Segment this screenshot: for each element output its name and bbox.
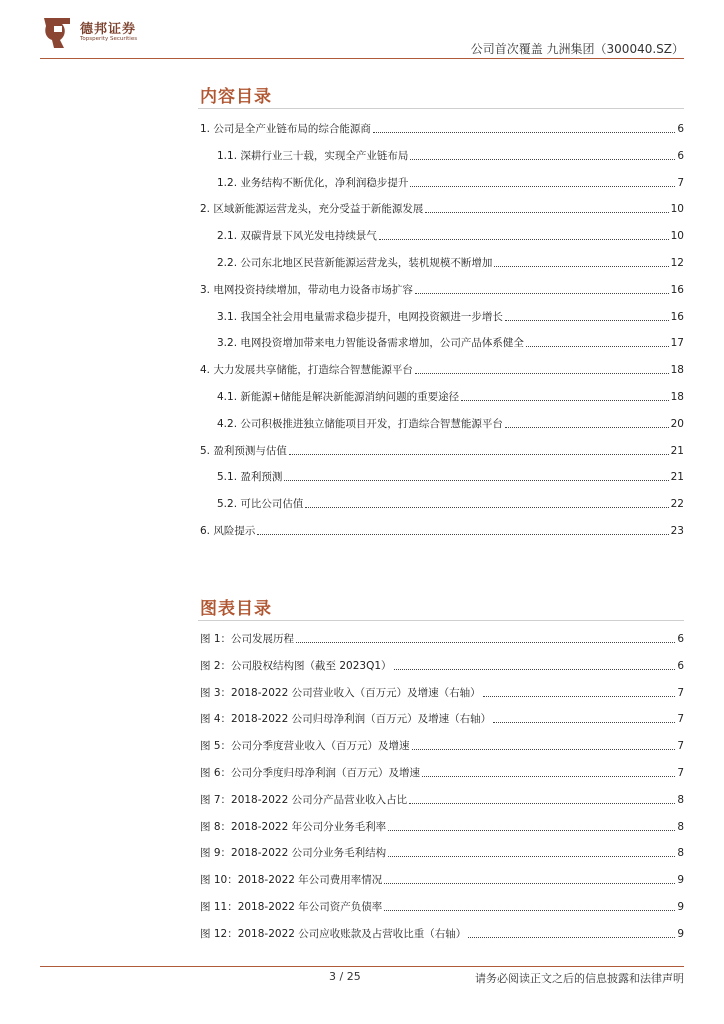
legal-disclaimer: 请务必阅读正文之后的信息披露和法律声明 <box>475 972 684 985</box>
figure-entry[interactable] <box>200 793 684 807</box>
report-info: 公司首次覆盖 九洲集团（300040.SZ） <box>470 42 684 56</box>
entry-page-number: 21 <box>670 471 684 484</box>
dot-leader <box>384 910 675 911</box>
toc-entry[interactable] <box>200 176 684 190</box>
figure-entry[interactable] <box>200 873 684 887</box>
figure-entry[interactable] <box>200 712 684 726</box>
entry-title: 6. 风险提示 <box>200 525 256 537</box>
dot-leader <box>461 400 668 401</box>
page-number: 3 / 25 <box>329 970 361 983</box>
dot-leader <box>505 427 669 428</box>
entry-title: 2.1. 双碳背景下风光发电持续景气 <box>217 230 377 243</box>
entry-title: 1.1. 深耕行业三十载，实现全产业链布局 <box>217 149 409 162</box>
entry-title: 2. 区域新能源运营龙头，充分受益于新能源发展 <box>200 203 424 216</box>
entry-page-number: 8 <box>677 820 684 833</box>
entry-page-number: 9 <box>677 927 684 940</box>
entry-title: 图 9：2018-2022 公司分业务毛利结构 <box>200 847 387 860</box>
entry-page-number: 20 <box>670 417 684 430</box>
entry-title: 图 4：2018-2022 公司归母净利润（百万元）及增速（右轴） <box>200 713 492 726</box>
entry-page-number: 7 <box>677 713 684 726</box>
logo-chinese-name: 德邦证券 <box>80 22 137 37</box>
contents-title: 内容目录 <box>200 87 272 107</box>
entry-page-number: 22 <box>670 498 684 511</box>
dot-leader <box>388 856 675 857</box>
entry-page-number: 9 <box>677 874 684 887</box>
entry-title: 4. 大力发展共享储能，打造综合智慧能源平台 <box>200 364 413 377</box>
entry-page-number: 18 <box>670 391 684 403</box>
toc-entry[interactable] <box>200 497 684 511</box>
dot-leader <box>388 830 675 831</box>
figure-entry[interactable] <box>200 739 684 753</box>
toc-entry[interactable] <box>200 470 684 484</box>
dot-leader <box>494 266 668 267</box>
dot-leader <box>394 669 676 670</box>
entry-page-number: 6 <box>677 633 684 645</box>
entry-page-number: 12 <box>670 257 684 269</box>
company-logo <box>40 14 160 50</box>
figure-entry[interactable] <box>200 820 684 834</box>
footer-divider <box>40 966 684 967</box>
entry-title: 图 2：公司股权结构图（截至 2023Q1） <box>200 659 392 672</box>
entry-title: 3. 电网投资持续增加，带动电力设备市场扩容 <box>200 283 413 296</box>
dot-leader <box>412 749 676 750</box>
entry-page-number: 6 <box>677 149 684 162</box>
dot-leader <box>415 293 669 294</box>
dot-leader <box>526 346 669 347</box>
entry-page-number: 9 <box>677 901 684 913</box>
entry-title: 3.1. 我国全社会用电量需求稳步提升，电网投资额进一步增长 <box>217 310 503 323</box>
figure-entry[interactable] <box>200 927 684 941</box>
entry-page-number: 8 <box>677 847 684 860</box>
dot-leader <box>373 132 675 133</box>
figures-title: 图表目录 <box>200 599 272 619</box>
entry-title: 图 6：公司分季度归母净利润（百万元）及增速 <box>200 767 421 779</box>
dot-leader <box>410 186 675 187</box>
figure-entry[interactable] <box>200 766 684 780</box>
entry-title: 1.2. 业务结构不断优化，净利润稳步提升 <box>217 176 409 189</box>
dot-leader <box>410 159 675 160</box>
entry-page-number: 6 <box>677 123 684 135</box>
entry-title: 图 10：2018-2022 年公司费用率情况 <box>200 874 383 887</box>
entry-title: 3.2. 电网投资增加带来电力智能设备需求增加，公司产品体系健全 <box>217 337 524 350</box>
entry-page-number: 16 <box>670 283 684 296</box>
entry-title: 图 1：公司发展历程 <box>200 633 295 645</box>
entry-page-number: 10 <box>670 230 684 243</box>
dot-leader <box>425 212 668 213</box>
entry-page-number: 7 <box>677 176 684 189</box>
dot-leader <box>422 776 675 777</box>
dot-leader <box>257 534 668 535</box>
entry-title: 图 3：2018-2022 公司营业收入（百万元）及增速（右轴） <box>200 686 481 699</box>
entry-title: 图 12：2018-2022 公司应收账款及占营收比重（右轴） <box>200 927 467 940</box>
contents-title-divider <box>198 108 684 109</box>
entry-title: 5.1. 盈利预测 <box>217 471 283 484</box>
dot-leader <box>468 937 675 938</box>
dot-leader <box>289 454 669 455</box>
dot-leader <box>379 239 669 240</box>
entry-title: 图 7：2018-2022 公司分产品营业收入占比 <box>200 793 408 806</box>
header-divider <box>40 58 684 59</box>
toc-entry[interactable] <box>200 417 684 431</box>
figures-title-divider <box>198 620 684 621</box>
figure-entry[interactable] <box>200 900 684 914</box>
toc-entry[interactable] <box>200 390 684 404</box>
dot-leader <box>384 883 675 884</box>
toc-entry[interactable] <box>200 336 684 350</box>
toc-entry[interactable] <box>200 256 684 270</box>
entry-page-number: 16 <box>670 310 684 323</box>
logo-emblem-icon <box>40 14 76 50</box>
toc-entry[interactable] <box>200 363 684 377</box>
figure-entry[interactable] <box>200 659 684 673</box>
toc-entry[interactable] <box>200 310 684 324</box>
entry-page-number: 10 <box>670 203 684 216</box>
figure-entry[interactable] <box>200 846 684 860</box>
entry-title: 5.2. 可比公司估值 <box>217 498 304 511</box>
dot-leader <box>493 722 675 723</box>
toc-entry[interactable] <box>200 444 684 458</box>
toc-entry[interactable] <box>200 149 684 163</box>
entry-page-number: 21 <box>670 444 684 457</box>
logo-english-name: Topsperity Securities <box>80 36 138 42</box>
dot-leader <box>505 320 669 321</box>
figure-entry[interactable] <box>200 686 684 700</box>
entry-page-number: 8 <box>677 793 684 806</box>
toc-entry[interactable] <box>200 229 684 243</box>
toc-entry[interactable] <box>200 283 684 297</box>
dot-leader <box>415 373 669 374</box>
entry-title: 图 11：2018-2022 年公司资产负债率 <box>200 901 383 913</box>
dot-leader <box>483 696 676 697</box>
dot-leader <box>409 803 675 804</box>
toc-entry[interactable] <box>200 122 684 136</box>
toc-entry[interactable] <box>200 524 684 538</box>
entry-title: 图 8：2018-2022 年公司分业务毛利率 <box>200 820 387 833</box>
dot-leader <box>305 507 668 508</box>
entry-page-number: 7 <box>677 740 684 753</box>
entry-page-number: 23 <box>670 525 684 537</box>
entry-title: 5. 盈利预测与估值 <box>200 444 287 457</box>
entry-page-number: 18 <box>670 364 684 377</box>
entry-title: 4.2. 公司积极推进独立储能项目开发，打造综合智慧能源平台 <box>217 417 503 430</box>
entry-title: 1. 公司是全产业链布局的综合能源商 <box>200 123 371 135</box>
dot-leader <box>284 480 668 481</box>
dot-leader <box>296 642 675 643</box>
entry-title: 2.2. 公司东北地区民营新能源运营龙头，装机规模不断增加 <box>217 257 493 269</box>
entry-title: 4.1. 新能源+储能是解决新能源消纳问题的重要途径 <box>217 391 460 403</box>
entry-page-number: 7 <box>677 686 684 699</box>
entry-page-number: 6 <box>677 659 684 672</box>
entry-page-number: 7 <box>677 767 684 779</box>
entry-title: 图 5：公司分季度营业收入（百万元）及增速 <box>200 740 410 753</box>
entry-page-number: 17 <box>670 337 684 350</box>
toc-entry[interactable] <box>200 202 684 216</box>
figure-entry[interactable] <box>200 632 684 646</box>
